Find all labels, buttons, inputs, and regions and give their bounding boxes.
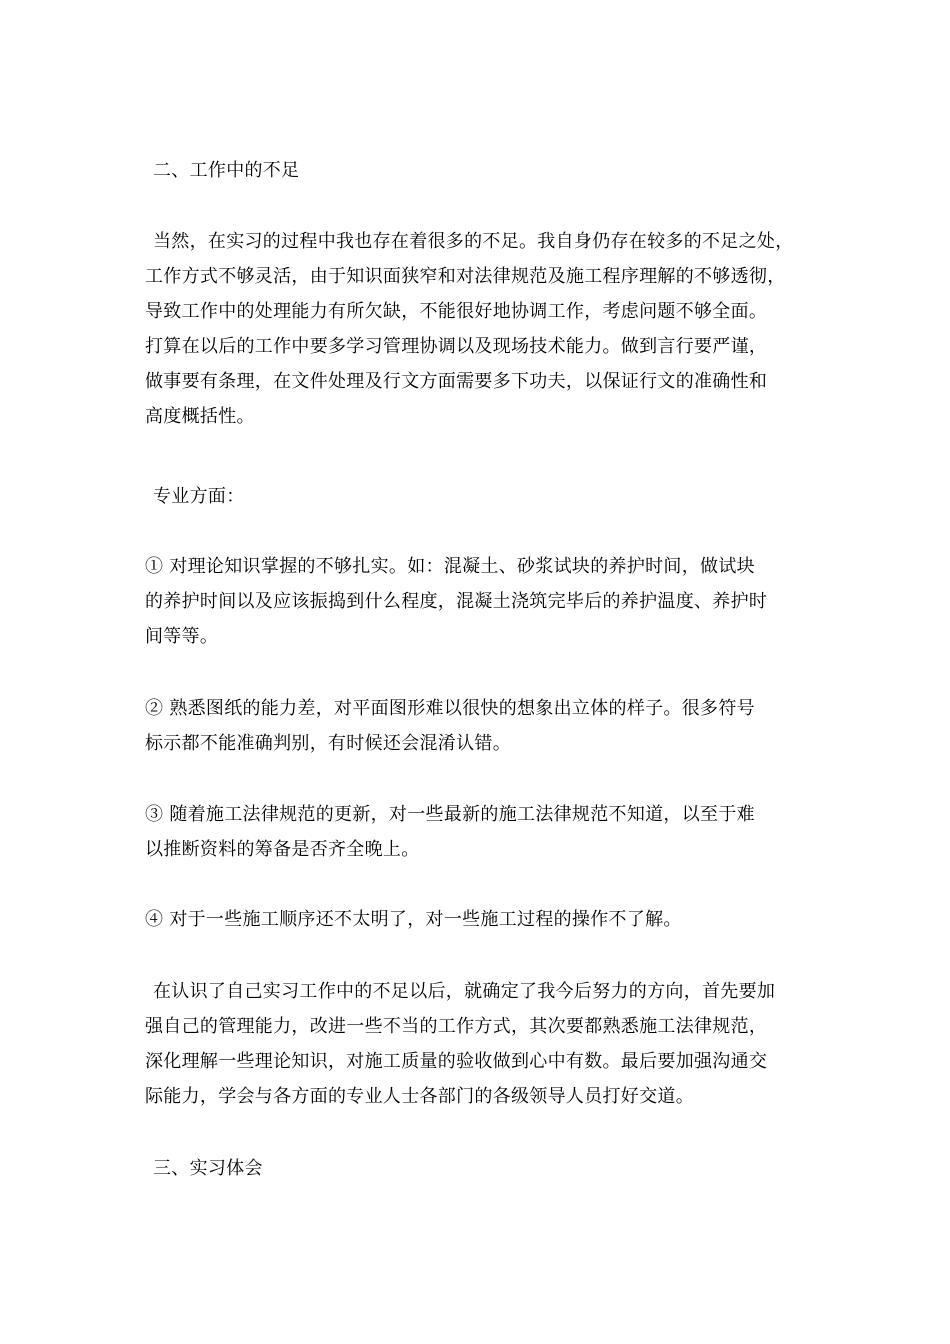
list-item-line: 的养护时间以及应该振捣到什么程度，混凝土浇筑完毕后的养护温度、养护时 (145, 591, 768, 612)
list-item-line: ④ 对于一些施工顺序还不太明了，对一些施工过程的操作不了解。 (145, 909, 682, 930)
paragraph-line: 高度概括性。 (145, 406, 255, 427)
paragraph-line: 导致工作中的处理能力有所欠缺，不能很好地协调工作，考虑问题不够全面。 (145, 301, 768, 322)
paragraph-line: 做事要有条理，在文件处理及行文方面需要多下功夫，以保证行文的准确性和 (145, 371, 768, 392)
paragraph-line: 在认识了自己实习工作中的不足以后，就确定了我今后努力的方向，首先要加 (153, 981, 776, 1002)
paragraph-line: 强自己的管理能力，改进一些不当的工作方式，其次要都熟悉施工法律规范， (145, 1016, 768, 1037)
subheading-professional: 专业方面： (153, 486, 245, 507)
list-item-line: ② 熟悉图纸的能力差，对平面图形难以很快的想象出立体的样子。很多符号 (145, 698, 755, 719)
paragraph-line: 当然，在实习的过程中我也存在着很多的不足。我自身仍存在较多的不足之处， (153, 231, 794, 252)
paragraph-line: 打算在以后的工作中要多学习管理协调以及现场技术能力。做到言行要严谨， (145, 336, 768, 357)
list-item-line: ① 对理论知识掌握的不够扎实。如：混凝土、砂浆试块的养护时间，做试块 (145, 556, 755, 577)
paragraph-line: 工作方式不够灵活，由于知识面狭窄和对法律规范及施工程序理解的不够透彻， (145, 266, 786, 287)
section-heading-shortcomings: 二、工作中的不足 (153, 160, 300, 181)
paragraph-line: 际能力，学会与各方面的专业人士各部门的各级领导人员打好交道。 (145, 1086, 694, 1107)
list-item-line: 间等等。 (145, 626, 219, 647)
section-heading-experience: 三、实习体会 (153, 1158, 263, 1179)
list-item-line: 标示都不能准确判别，有时候还会混淆认错。 (145, 733, 511, 754)
paragraph-line: 深化理解一些理论知识，对施工质量的验收做到心中有数。最后要加强沟通交 (145, 1051, 768, 1072)
list-item-line: ③ 随着施工法律规范的更新，对一些最新的施工法律规范不知道，以至于难 (145, 804, 755, 825)
list-item-line: 以推断资料的筹备是否齐全晚上。 (145, 839, 420, 860)
